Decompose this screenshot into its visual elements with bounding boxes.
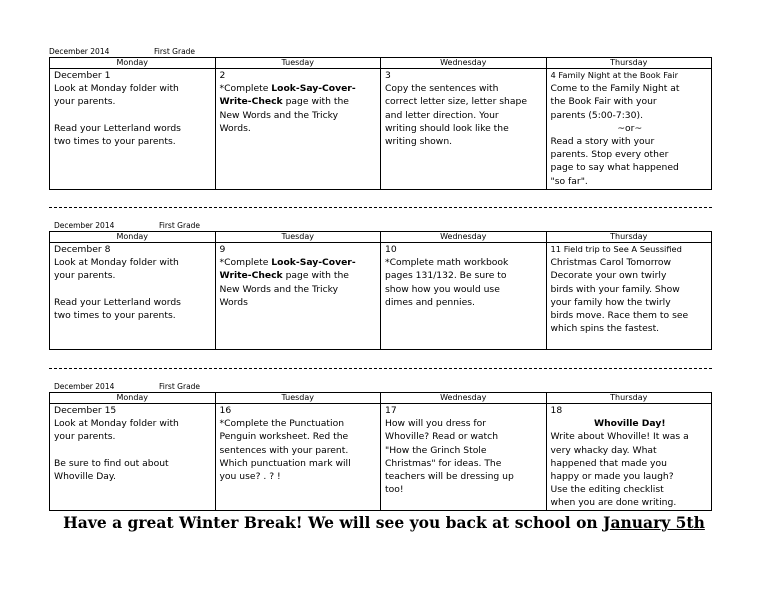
grade-label: First Grade bbox=[159, 382, 201, 391]
cell-line: Look at Monday folder with bbox=[54, 257, 179, 269]
cell-tuesday bbox=[215, 69, 381, 190]
cut-line bbox=[49, 368, 712, 369]
cell-line: too! bbox=[385, 484, 404, 496]
cell-line: *Complete math workbook bbox=[385, 257, 509, 269]
cell-line: correct letter size, letter shape bbox=[385, 96, 527, 108]
cell-monday bbox=[50, 404, 216, 511]
month-label: December 2014 bbox=[54, 221, 115, 230]
cell-line: Words bbox=[219, 296, 248, 308]
cell-line: Words. bbox=[219, 122, 251, 134]
week-header bbox=[49, 47, 712, 57]
cell-line: Be sure to find out about bbox=[54, 457, 169, 469]
cell-line: your family how the twirly bbox=[550, 296, 671, 308]
cell-line: your parents. bbox=[54, 270, 116, 282]
closing-text: Have a great Winter Break! We will see you back at school on bbox=[63, 513, 604, 532]
day-cell-row bbox=[50, 69, 712, 190]
day-monday: Monday bbox=[50, 393, 216, 404]
spacer bbox=[54, 283, 213, 296]
text-run: page with the bbox=[282, 270, 349, 282]
cell-line bbox=[220, 256, 379, 269]
cell-line bbox=[220, 269, 379, 282]
day-cell-row bbox=[50, 243, 712, 350]
text-run: page with the bbox=[282, 96, 349, 108]
cell-line bbox=[220, 82, 379, 95]
bold-run: Write-Check bbox=[219, 96, 283, 108]
cell-date: 16 bbox=[219, 405, 232, 416]
text-run: *Complete bbox=[219, 83, 272, 95]
cell-date: 3 bbox=[385, 70, 391, 81]
week-header bbox=[49, 382, 712, 392]
cell-line: show how you would use bbox=[385, 283, 500, 295]
cell-line: Read a story with your bbox=[550, 136, 655, 148]
cell-line: New Words and the Tricky bbox=[219, 283, 339, 295]
closing-message bbox=[0, 513, 768, 532]
cell-line: Whoville Day. bbox=[54, 470, 116, 482]
cell-line: Christmas Carol Tomorrow bbox=[550, 257, 672, 269]
cell-line bbox=[220, 95, 379, 108]
cell-tuesday bbox=[215, 243, 381, 350]
cell-date: December 15 bbox=[54, 405, 117, 416]
cell-line: pages 131/132. Be sure to bbox=[385, 270, 507, 282]
cell-line: Which punctuation mark will bbox=[219, 457, 351, 469]
cell-line: birds move. Race them to see bbox=[550, 310, 689, 322]
cell-date: 9 bbox=[219, 244, 226, 255]
week-2 bbox=[49, 221, 712, 350]
cell-line: New Words and the Tricky bbox=[219, 109, 339, 121]
cell-line: page to say what happened bbox=[550, 162, 679, 174]
cell-line: sentences with your parent. bbox=[219, 444, 349, 456]
cell-date: 4 Family Night at the Book Fair bbox=[550, 70, 679, 80]
day-thursday: Thursday bbox=[546, 232, 712, 243]
cell-line: Read your Letterland words bbox=[54, 122, 181, 134]
cell-line: birds with your family. Show bbox=[550, 283, 680, 295]
cell-date: 17 bbox=[385, 405, 397, 416]
spacer bbox=[54, 109, 213, 122]
day-thursday: Thursday bbox=[546, 393, 712, 404]
cell-line: Write about Whoville! It was a bbox=[550, 431, 689, 443]
text-run: *Complete bbox=[219, 257, 272, 269]
cell-monday bbox=[50, 243, 216, 350]
cell-line: Come to the Family Night at bbox=[550, 83, 680, 95]
cell-line: when you are done writing. bbox=[550, 497, 677, 509]
day-wednesday: Wednesday bbox=[381, 58, 547, 69]
day-tuesday: Tuesday bbox=[215, 393, 381, 404]
cell-thursday bbox=[546, 404, 712, 511]
month-label: December 2014 bbox=[49, 47, 110, 56]
cell-line: teachers will be dressing up bbox=[385, 471, 514, 483]
cell-thursday bbox=[546, 69, 712, 190]
day-header-row bbox=[50, 393, 712, 404]
day-cell-row bbox=[50, 404, 712, 511]
cell-line: Use the editing checklist bbox=[550, 484, 664, 496]
day-monday: Monday bbox=[50, 232, 216, 243]
day-tuesday: Tuesday bbox=[215, 232, 381, 243]
cell-line: writing should look like the bbox=[385, 122, 509, 134]
cell-wednesday bbox=[381, 69, 547, 190]
cell-date: 11 Field trip to See A Seussified bbox=[550, 244, 682, 254]
grade-label: First Grade bbox=[159, 221, 201, 230]
bold-run: Write-Check bbox=[219, 270, 283, 282]
cell-date: 18 bbox=[550, 405, 563, 416]
cell-line: parents. Stop every other bbox=[550, 149, 669, 161]
whoville-title: Whoville Day! bbox=[593, 418, 666, 430]
cell-line: How will you dress for bbox=[385, 418, 487, 430]
cell-line: *Complete the Punctuation bbox=[219, 418, 345, 430]
cell-line: Read your Letterland words bbox=[54, 296, 181, 308]
cell-line: the Book Fair with your bbox=[550, 96, 657, 108]
cell-date: 2 bbox=[219, 70, 226, 81]
day-header-row bbox=[50, 58, 712, 69]
cell-wednesday bbox=[381, 243, 547, 350]
cell-date: 10 bbox=[385, 244, 397, 255]
day-header-row bbox=[50, 232, 712, 243]
cell-line: writing shown. bbox=[385, 136, 453, 148]
cell-line: Penguin worksheet. Red the bbox=[219, 431, 349, 443]
cell-date: December 1 bbox=[54, 70, 111, 81]
cell-line: very whacky day. What bbox=[550, 444, 657, 456]
return-date: January 5th bbox=[603, 513, 705, 532]
cut-line bbox=[49, 207, 712, 208]
cell-line: parents (5:00-7:30). bbox=[550, 109, 643, 121]
week-table bbox=[49, 57, 712, 190]
cell-line: which spins the fastest. bbox=[550, 323, 660, 335]
cell-line: Decorate your own twirly bbox=[550, 270, 667, 282]
cell-line: Copy the sentences with bbox=[385, 83, 499, 95]
cell-date: December 8 bbox=[54, 244, 111, 255]
cell-line: happened that made you bbox=[550, 457, 667, 469]
cell-line: two times to your parents. bbox=[54, 309, 176, 321]
cell-wednesday bbox=[381, 404, 547, 511]
cell-line: you use? . ? ! bbox=[219, 471, 281, 483]
bold-run: Look-Say-Cover- bbox=[271, 257, 356, 269]
day-thursday: Thursday bbox=[546, 58, 712, 69]
spacer bbox=[54, 444, 213, 457]
cell-line: Whoville? Read or watch bbox=[385, 431, 499, 443]
week-table bbox=[49, 231, 712, 350]
day-monday: Monday bbox=[50, 58, 216, 69]
or-divider: ~or~ bbox=[617, 122, 643, 134]
cell-line: "How the Grinch Stole bbox=[385, 444, 487, 456]
cell-line: "so far". bbox=[550, 175, 588, 187]
week-3 bbox=[49, 382, 712, 511]
cell-line: and letter direction. Your bbox=[385, 109, 499, 121]
week-header bbox=[49, 221, 712, 231]
cell-line: happy or made you laugh? bbox=[550, 471, 674, 483]
bold-run: Look-Say-Cover- bbox=[271, 83, 356, 95]
month-label: December 2014 bbox=[54, 382, 115, 391]
cell-line: Christmas" for ideas. The bbox=[385, 457, 502, 469]
cell-line: your parents. bbox=[54, 431, 116, 443]
cell-line: Look at Monday folder with bbox=[54, 418, 179, 430]
cell-monday bbox=[50, 69, 216, 190]
week-table bbox=[49, 392, 712, 511]
week-1 bbox=[49, 47, 712, 190]
cell-thursday bbox=[546, 243, 712, 350]
cell-line: dimes and pennies. bbox=[385, 296, 475, 308]
cell-line: Look at Monday folder with bbox=[54, 83, 179, 95]
cell-line: your parents. bbox=[54, 96, 116, 108]
day-wednesday: Wednesday bbox=[381, 232, 547, 243]
grade-label: First Grade bbox=[154, 47, 196, 56]
day-wednesday: Wednesday bbox=[381, 393, 547, 404]
cell-tuesday bbox=[215, 404, 381, 511]
day-tuesday: Tuesday bbox=[215, 58, 381, 69]
cell-line: two times to your parents. bbox=[54, 135, 176, 147]
